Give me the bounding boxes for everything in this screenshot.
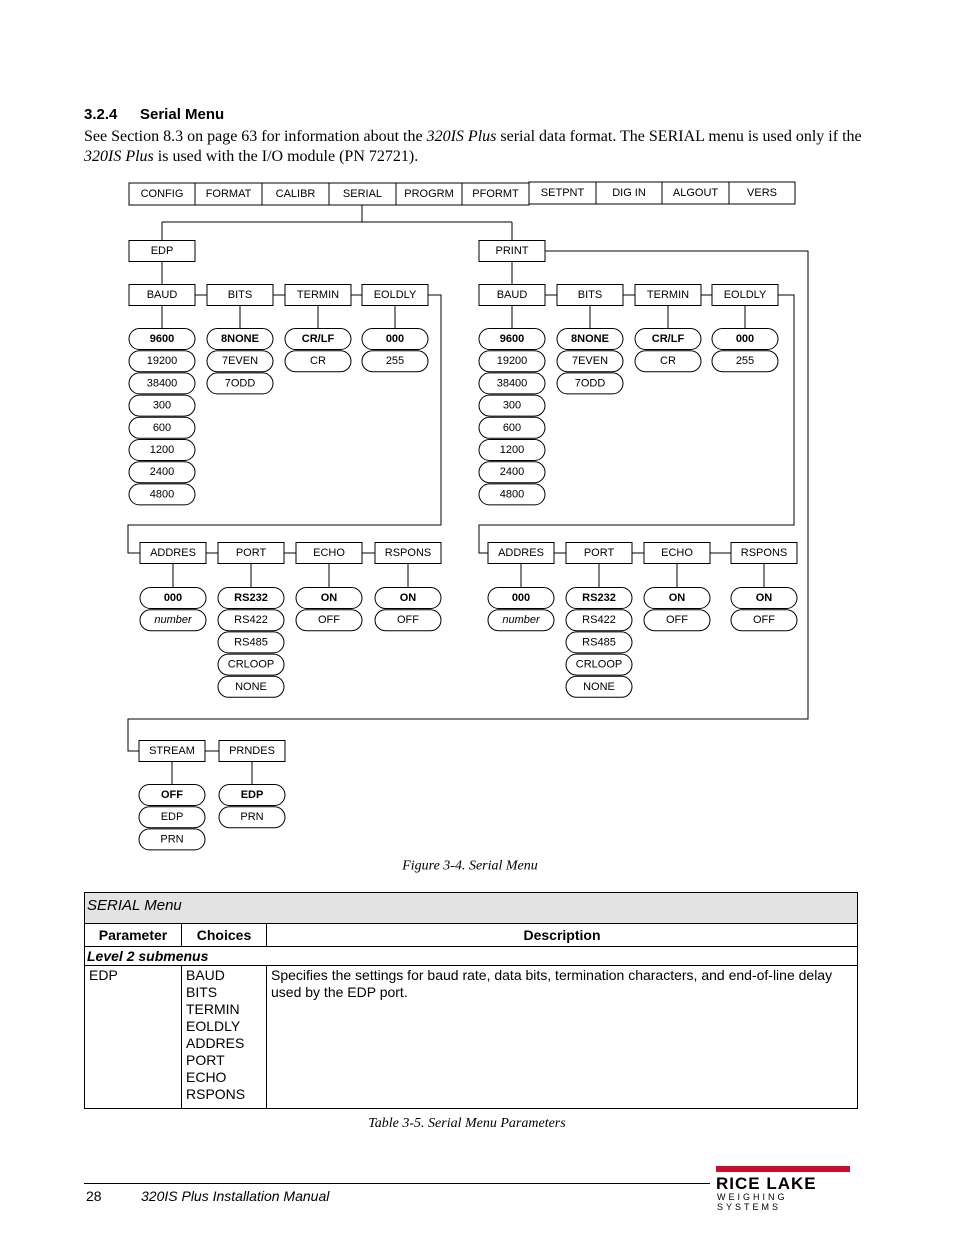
param-eoldly-label: EOLDLY — [373, 289, 417, 301]
param-echo-label: ECHO — [661, 547, 693, 559]
choice-label: CRLOOP — [227, 658, 275, 671]
header-description: Description — [267, 924, 858, 947]
menu-tab-label: SERIAL — [342, 188, 383, 200]
choice-label: OFF — [318, 614, 340, 627]
choice-item: RSPONS — [186, 1086, 246, 1102]
intro-text-1: See Section 8.3 on page 63 for information about the — [84, 128, 427, 145]
intro-product-2: 320IS Plus — [84, 148, 154, 165]
choice-label: 300 — [502, 399, 522, 412]
param-port-label: PORT — [235, 547, 267, 559]
param-rspons-label: RSPONS — [384, 547, 432, 559]
choice-label: 2400 — [499, 466, 525, 479]
choice-label: number — [502, 614, 540, 627]
choice-label: RS232 — [234, 592, 268, 604]
param-termin-label: TERMIN — [646, 289, 690, 301]
serial-menu-table — [84, 892, 858, 1109]
choice-label: RS485 — [234, 636, 268, 649]
choice-label: RS422 — [582, 614, 616, 627]
choice-label: PRN — [240, 811, 264, 824]
choice-label: 1200 — [499, 444, 525, 456]
header-parameter: Parameter — [85, 924, 182, 947]
choice-label: PRN — [160, 833, 184, 846]
choice-label: OFF — [753, 614, 775, 627]
choice-item: PORT — [186, 1052, 225, 1068]
choice-label: 4800 — [499, 488, 525, 501]
choice-label: OFF — [161, 789, 183, 801]
param-addres-label: ADDRES — [498, 547, 544, 559]
choice-label: 000 — [385, 333, 405, 345]
logo-subtitle: WEIGHING SYSTEMS — [717, 1192, 788, 1212]
choice-label: 600 — [152, 421, 172, 434]
choice-label: 000 — [735, 333, 755, 345]
choice-label: 19200 — [496, 355, 528, 368]
menu-tab-label: DIG IN — [612, 187, 646, 199]
menu-tab-label: PROGRM — [404, 188, 454, 200]
choice-item: BAUD — [186, 967, 225, 983]
section-title: Serial Menu — [140, 106, 225, 123]
menu-tab-label: FORMAT — [205, 188, 252, 200]
header-choices: Choices — [182, 924, 267, 947]
choice-label: CRLOOP — [575, 658, 623, 671]
manual-title: 320IS Plus Installation Manual — [141, 1188, 330, 1204]
choice-label: ON — [320, 592, 338, 604]
menu-tab-label: VERS — [747, 187, 777, 199]
param-echo-label: ECHO — [313, 547, 345, 559]
level-label: Level 2 submenus — [85, 947, 858, 966]
section-number: 3.2.4 — [84, 106, 118, 123]
param-bits-label: BITS — [227, 289, 253, 301]
footer-rule — [84, 1183, 710, 1184]
choice-label: 255 — [735, 355, 755, 368]
choice-label: EDP — [240, 789, 264, 801]
choice-item: ECHO — [186, 1069, 227, 1085]
choice-label: 19200 — [146, 355, 178, 368]
choice-label: 8NONE — [221, 333, 259, 345]
figure-caption: Figure 3-4. Serial Menu — [402, 858, 538, 874]
choice-label: 7ODD — [574, 377, 606, 390]
choice-label: 7EVEN — [221, 355, 259, 368]
choice-item: TERMIN — [186, 1001, 240, 1017]
choice-label: EDP — [160, 811, 184, 824]
rice-lake-logo: RICE LAKE — [716, 1174, 817, 1193]
param-bits-label: BITS — [577, 289, 603, 301]
choice-label: 38400 — [146, 377, 178, 390]
row-description: Specifies the settings for baud rate, data bits, termination characters, and end-of-line delay used by the EDP port. — [267, 966, 858, 1109]
choice-label: RS485 — [582, 636, 616, 649]
choice-label: 8NONE — [571, 333, 609, 345]
choice-label: 600 — [502, 421, 522, 434]
choice-label: RS422 — [234, 614, 268, 627]
param-baud-label: BAUD — [496, 289, 528, 301]
menu-tab-label: CONFIG — [140, 188, 184, 200]
choice-label: 9600 — [499, 333, 525, 345]
choice-label: ON — [399, 592, 417, 604]
edp-header-label: EDP — [150, 245, 174, 257]
param-stream-label: STREAM — [149, 745, 195, 757]
choice-label: 000 — [511, 592, 531, 604]
choice-label: number — [154, 614, 192, 627]
choice-label: 7EVEN — [571, 355, 609, 368]
choice-label: OFF — [666, 614, 688, 627]
param-baud-label: BAUD — [146, 289, 178, 301]
choice-item: BITS — [186, 984, 218, 1000]
choice-label: NONE — [583, 680, 615, 693]
menu-tab-label: PFORMT — [472, 188, 519, 200]
choice-item: EOLDLY — [186, 1018, 241, 1034]
intro-product-1: 320IS Plus — [426, 128, 497, 145]
choice-label: 2400 — [149, 466, 175, 479]
choice-label: RS232 — [582, 592, 616, 604]
logo-red-bar — [716, 1166, 850, 1172]
intro-text-2: serial data format. The SERIAL menu is used only if the — [496, 128, 862, 145]
param-addres-label: ADDRES — [150, 547, 196, 559]
param-termin-label: TERMIN — [296, 289, 340, 301]
choice-label: OFF — [397, 614, 419, 627]
param-eoldly-label: EOLDLY — [723, 289, 767, 301]
row-choices — [182, 966, 267, 1109]
choice-item: ADDRES — [186, 1035, 245, 1051]
param-rspons-label: RSPONS — [740, 547, 788, 559]
choice-label: 7ODD — [224, 377, 256, 390]
page-number: 28 — [86, 1188, 102, 1204]
table-title: SERIAL Menu — [85, 893, 858, 924]
table-caption: Table 3-5. Serial Menu Parameters — [368, 1116, 566, 1131]
param-prndes-label: PRNDES — [229, 745, 275, 757]
choice-label: 38400 — [496, 377, 528, 390]
choice-label: ON — [668, 592, 686, 604]
choice-label: 255 — [385, 355, 405, 368]
choice-label: 4800 — [149, 488, 175, 501]
menu-tab-label: ALGOUT — [672, 187, 719, 199]
choice-label: 1200 — [149, 444, 175, 456]
menu-tab-label: CALIBR — [275, 188, 316, 200]
intro-text-3: is used with the I/O module (PN 72721). — [153, 148, 419, 165]
menu-tab-label: SETPNT — [540, 187, 585, 199]
choice-label: 300 — [152, 399, 172, 412]
print-header-label: PRINT — [495, 245, 529, 257]
choice-label: CR/LF — [651, 333, 685, 345]
choice-label: ON — [755, 592, 773, 604]
param-port-label: PORT — [583, 547, 615, 559]
choice-label: 000 — [163, 592, 183, 604]
choice-label: CR — [660, 355, 676, 368]
row-parameter: EDP — [85, 966, 182, 1109]
choice-label: NONE — [235, 680, 267, 693]
choice-label: 9600 — [149, 333, 175, 345]
choice-label: CR/LF — [301, 333, 335, 345]
choice-label: CR — [310, 355, 326, 368]
